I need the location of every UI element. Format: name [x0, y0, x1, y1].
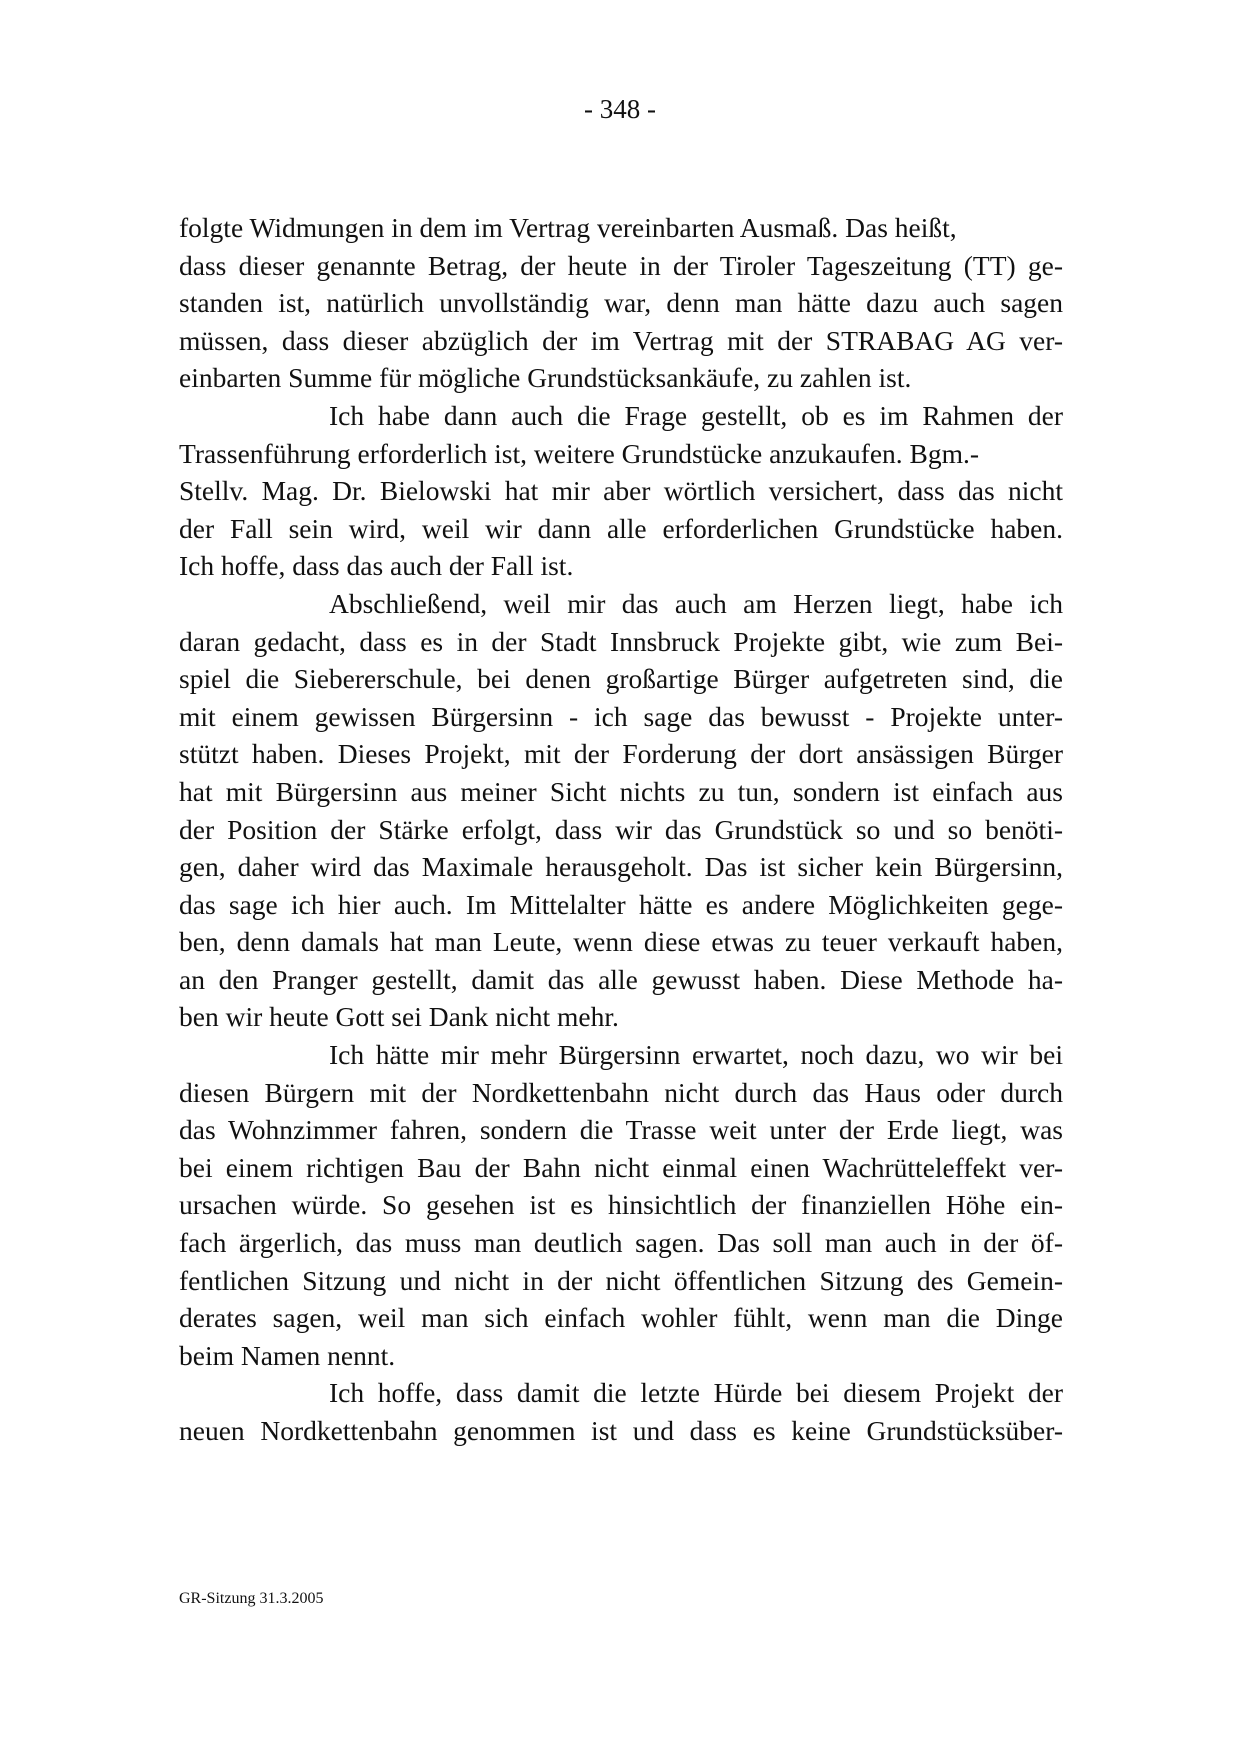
text-line: Ich hoffe, dass damit die letzte Hürde bei diesem Projekt der: [329, 1377, 1063, 1409]
paragraph: [179, 397, 1063, 585]
text-line: Ich hoffe, dass das auch der Fall ist.: [179, 550, 574, 582]
text-line: der Fall sein wird, weil wir dann alle erforderlichen Grundstücke haben.: [179, 512, 1063, 544]
text-line: daran gedacht, dass es in der Stadt Innsbruck Projekte gibt, wie zum Bei-: [179, 625, 1063, 657]
paragraph: [179, 1374, 1063, 1449]
page-number: - 348 -: [584, 94, 656, 124]
text-line: gen, daher wird das Maximale herausgeholt. Das ist sicher kein Bürgersinn,: [179, 851, 1063, 883]
paragraph: [179, 209, 1063, 397]
text-line: ben wir heute Gott sei Dank nicht mehr.: [179, 1001, 619, 1033]
text-line: folgte Widmungen in dem im Vertrag vereinbarten Ausmaß. Das heißt,: [179, 212, 957, 243]
text-line: müssen, dass dieser abzüglich der im Vertrag mit der STRABAG AG ver-: [179, 324, 1063, 356]
text-line: neuen Nordkettenbahn genommen ist und dass es keine Grundstücksüber-: [179, 1415, 1063, 1446]
text-line: der Position der Stärke erfolgt, dass wir das Grundstück so und so benöti-: [179, 813, 1063, 845]
text-line: Stellv. Mag. Dr. Bielowski hat mir aber wörtlich versichert, dass das nicht: [179, 475, 1063, 507]
text-line: dass dieser genannte Betrag, der heute in der Tiroler Tageszeitung (TT) ge-: [179, 249, 1063, 281]
page-footer: GR-Sitzung 31.3.2005: [179, 1590, 324, 1607]
text-line: ben, denn damals hat man Leute, wenn diese etwas zu teuer verkauft haben,: [179, 926, 1063, 958]
text-line: an den Pranger gestellt, damit das alle gewusst haben. Diese Methode ha-: [179, 963, 1063, 995]
text-line: derates sagen, weil man sich einfach wohler fühlt, wenn man die Dinge: [179, 1302, 1063, 1334]
text-line: fentlichen Sitzung und nicht in der nicht öffentlichen Sitzung des Gemein-: [179, 1264, 1063, 1296]
body-text: [179, 209, 1063, 1450]
text-line: hat mit Bürgersinn aus meiner Sicht nichts zu tun, sondern ist einfach aus: [179, 775, 1063, 807]
text-line: Ich hätte mir mehr Bürgersinn erwartet, noch dazu, wo wir bei: [329, 1039, 1063, 1071]
text-line: mit einem gewissen Bürgersinn - ich sage das bewusst - Projekte unter-: [179, 700, 1063, 732]
text-line: ursachen würde. So gesehen ist es hinsichtlich der finanziellen Höhe ein-: [179, 1189, 1063, 1221]
text-line: Trassenführung erforderlich ist, weitere Grundstücke anzukaufen. Bgm.-: [179, 437, 980, 469]
text-line: bei einem richtigen Bau der Bahn nicht einmal einen Wachrütteleffekt ver-: [179, 1151, 1063, 1183]
text-line: Ich habe dann auch die Frage gestellt, ob es im Rahmen der: [329, 399, 1063, 431]
text-line: stützt haben. Dieses Projekt, mit der Forderung der dort ansässigen Bürger: [179, 738, 1063, 770]
text-line: Abschließend, weil mir das auch am Herzen liegt, habe ich: [329, 587, 1063, 619]
paragraph: [179, 1036, 1063, 1374]
text-line: standen ist, natürlich unvollständig war, denn man hätte dazu auch sagen: [179, 287, 1063, 319]
text-line: das Wohnzimmer fahren, sondern die Trasse weit unter der Erde liegt, was: [179, 1114, 1063, 1146]
paragraph: [179, 585, 1063, 1036]
text-line: einbarten Summe für mögliche Grundstücksankäufe, zu zahlen ist.: [179, 362, 912, 394]
text-line: beim Namen nennt.: [179, 1339, 396, 1371]
text-line: diesen Bürgern mit der Nordkettenbahn nicht durch das Haus oder durch: [179, 1076, 1063, 1108]
text-line: fach ärgerlich, das muss man deutlich sagen. Das soll man auch in der öf-: [179, 1227, 1063, 1259]
text-line: spiel die Siebererschule, bei denen großartige Bürger aufgetreten sind, die: [179, 663, 1063, 695]
text-line: das sage ich hier auch. Im Mittelalter hätte es andere Möglichkeiten gege-: [179, 888, 1063, 920]
